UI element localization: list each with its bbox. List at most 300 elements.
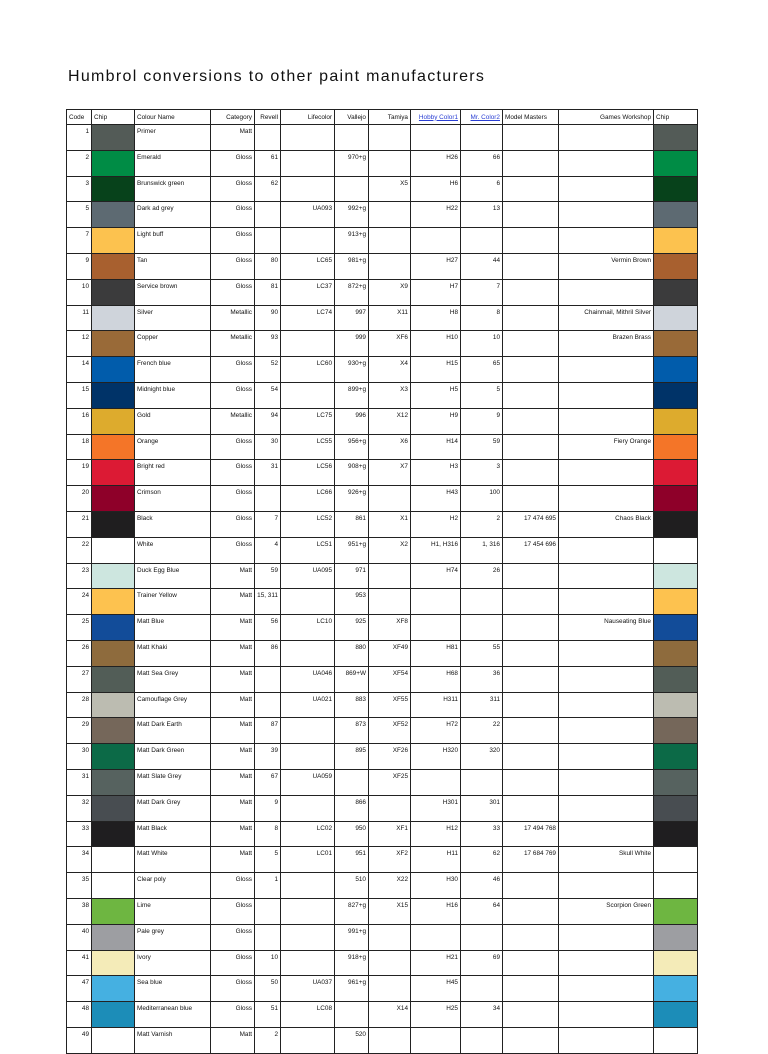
cell-mr-color: 311 xyxy=(461,692,503,718)
cell-games-workshop: Fiery Orange xyxy=(559,434,654,460)
cell-revell xyxy=(255,666,281,692)
cell-vallejo: 925 xyxy=(335,615,369,641)
cell-mr-color xyxy=(461,615,503,641)
color-chip xyxy=(92,847,135,873)
cell-model-masters xyxy=(503,563,559,589)
cell-vallejo: 951 xyxy=(335,847,369,873)
table-row xyxy=(67,202,698,228)
cell-colour-name: Ivory xyxy=(135,950,211,976)
color-chip-right xyxy=(654,176,698,202)
cell-mr-color: 13 xyxy=(461,202,503,228)
cell-code: 5 xyxy=(67,202,92,228)
cell-games-workshop: Brazen Brass xyxy=(559,331,654,357)
cell-model-masters: 17 454 696 xyxy=(503,537,559,563)
cell-revell: 2 xyxy=(255,1027,281,1053)
cell-lifecolor: LC02 xyxy=(281,821,335,847)
color-chip xyxy=(92,434,135,460)
cell-vallejo: 872+g xyxy=(335,279,369,305)
color-chip-right xyxy=(654,898,698,924)
cell-code: 30 xyxy=(67,744,92,770)
cell-games-workshop xyxy=(559,176,654,202)
cell-colour-name: Duck Egg Blue xyxy=(135,563,211,589)
cell-mr-color: 69 xyxy=(461,950,503,976)
color-chip xyxy=(92,279,135,305)
cell-mr-color: 66 xyxy=(461,150,503,176)
cell-revell xyxy=(255,692,281,718)
cell-model-masters xyxy=(503,1027,559,1053)
table-row xyxy=(67,460,698,486)
cell-code: 26 xyxy=(67,640,92,666)
cell-model-masters xyxy=(503,408,559,434)
cell-vallejo: 880 xyxy=(335,640,369,666)
cell-vallejo: 997 xyxy=(335,305,369,331)
cell-hobby-color xyxy=(411,769,461,795)
cell-revell: 15, 311 xyxy=(255,589,281,615)
cell-lifecolor: UA059 xyxy=(281,769,335,795)
table-row xyxy=(67,589,698,615)
cell-lifecolor: UA037 xyxy=(281,976,335,1002)
cell-colour-name: Service brown xyxy=(135,279,211,305)
cell-model-masters xyxy=(503,228,559,254)
cell-code: 40 xyxy=(67,924,92,950)
cell-category: Matt xyxy=(211,1027,255,1053)
cell-revell: 50 xyxy=(255,976,281,1002)
cell-code: 12 xyxy=(67,331,92,357)
mr-color-link[interactable]: Mr. Color2 xyxy=(470,113,500,121)
cell-tamiya: X1 xyxy=(369,511,411,537)
table-row xyxy=(67,898,698,924)
color-chip xyxy=(92,615,135,641)
color-chip xyxy=(92,511,135,537)
cell-tamiya: X11 xyxy=(369,305,411,331)
cell-hobby-color: H68 xyxy=(411,666,461,692)
cell-vallejo: 999 xyxy=(335,331,369,357)
color-chip xyxy=(92,357,135,383)
cell-category: Gloss xyxy=(211,382,255,408)
cell-tamiya xyxy=(369,228,411,254)
cell-code: 10 xyxy=(67,279,92,305)
cell-tamiya: X4 xyxy=(369,357,411,383)
cell-category: Matt xyxy=(211,666,255,692)
cell-code: 18 xyxy=(67,434,92,460)
color-chip-right xyxy=(654,950,698,976)
cell-lifecolor xyxy=(281,640,335,666)
cell-revell: 86 xyxy=(255,640,281,666)
cell-model-masters xyxy=(503,976,559,1002)
cell-model-masters xyxy=(503,357,559,383)
cell-colour-name: French blue xyxy=(135,357,211,383)
color-chip-right xyxy=(654,795,698,821)
color-chip xyxy=(92,795,135,821)
cell-mr-color: 3 xyxy=(461,460,503,486)
cell-code: 7 xyxy=(67,228,92,254)
cell-code: 14 xyxy=(67,357,92,383)
cell-model-masters xyxy=(503,950,559,976)
cell-mr-color: 5 xyxy=(461,382,503,408)
cell-revell xyxy=(255,924,281,950)
cell-games-workshop xyxy=(559,460,654,486)
cell-games-workshop xyxy=(559,666,654,692)
cell-colour-name: Brunswick green xyxy=(135,176,211,202)
cell-hobby-color xyxy=(411,589,461,615)
cell-code: 41 xyxy=(67,950,92,976)
cell-hobby-color: H27 xyxy=(411,253,461,279)
color-chip-right xyxy=(654,924,698,950)
cell-vallejo: 950 xyxy=(335,821,369,847)
cell-tamiya xyxy=(369,1027,411,1053)
cell-games-workshop: Chaos Black xyxy=(559,511,654,537)
cell-category: Matt xyxy=(211,692,255,718)
cell-code: 3 xyxy=(67,176,92,202)
table-row xyxy=(67,382,698,408)
cell-tamiya: X9 xyxy=(369,279,411,305)
cell-lifecolor: LC08 xyxy=(281,1002,335,1028)
color-chip-right xyxy=(654,228,698,254)
cell-tamiya: XF25 xyxy=(369,769,411,795)
cell-colour-name: Sea blue xyxy=(135,976,211,1002)
cell-colour-name: Light buff xyxy=(135,228,211,254)
table-row xyxy=(67,434,698,460)
cell-code: 49 xyxy=(67,1027,92,1053)
cell-hobby-color: H14 xyxy=(411,434,461,460)
color-chip-right xyxy=(654,408,698,434)
table-row xyxy=(67,408,698,434)
cell-category: Gloss xyxy=(211,537,255,563)
cell-colour-name: Gold xyxy=(135,408,211,434)
cell-tamiya xyxy=(369,253,411,279)
cell-colour-name: Matt Khaki xyxy=(135,640,211,666)
cell-model-masters xyxy=(503,640,559,666)
cell-model-masters xyxy=(503,589,559,615)
cell-hobby-color: H26 xyxy=(411,150,461,176)
cell-tamiya: XF26 xyxy=(369,744,411,770)
color-chip-right xyxy=(654,640,698,666)
cell-mr-color xyxy=(461,769,503,795)
cell-code: 33 xyxy=(67,821,92,847)
cell-category: Gloss xyxy=(211,253,255,279)
cell-revell: 1 xyxy=(255,873,281,899)
color-chip xyxy=(92,537,135,563)
cell-model-masters xyxy=(503,176,559,202)
header-revell: Revell xyxy=(255,110,281,125)
cell-code: 35 xyxy=(67,873,92,899)
cell-model-masters xyxy=(503,744,559,770)
conversion-table xyxy=(66,109,698,1054)
hobby-color-link[interactable]: Hobby Color1 xyxy=(418,113,458,121)
cell-code: 28 xyxy=(67,692,92,718)
header-colour-name: Colour Name xyxy=(135,110,211,125)
color-chip xyxy=(92,125,135,151)
cell-games-workshop xyxy=(559,769,654,795)
cell-tamiya xyxy=(369,125,411,151)
cell-hobby-color: H9 xyxy=(411,408,461,434)
color-chip xyxy=(92,228,135,254)
color-chip xyxy=(92,382,135,408)
cell-mr-color xyxy=(461,589,503,615)
table-row xyxy=(67,615,698,641)
color-chip-right xyxy=(654,692,698,718)
color-chip-right xyxy=(654,821,698,847)
cell-lifecolor: LC37 xyxy=(281,279,335,305)
color-chip-right xyxy=(654,486,698,512)
cell-model-masters xyxy=(503,305,559,331)
cell-lifecolor: UA021 xyxy=(281,692,335,718)
cell-vallejo: 953 xyxy=(335,589,369,615)
cell-colour-name: Matt Sea Grey xyxy=(135,666,211,692)
cell-revell: 51 xyxy=(255,1002,281,1028)
color-chip xyxy=(92,744,135,770)
table-row xyxy=(67,176,698,202)
header-row xyxy=(67,110,698,125)
page-title: Humbrol conversions to other paint manufacturers xyxy=(68,68,486,85)
color-chip xyxy=(92,305,135,331)
cell-code: 20 xyxy=(67,486,92,512)
cell-hobby-color: H81 xyxy=(411,640,461,666)
cell-mr-color: 1, 316 xyxy=(461,537,503,563)
cell-code: 1 xyxy=(67,125,92,151)
cell-colour-name: Pale grey xyxy=(135,924,211,950)
cell-colour-name: Dark ad grey xyxy=(135,202,211,228)
cell-revell: 8 xyxy=(255,821,281,847)
cell-colour-name: Bright red xyxy=(135,460,211,486)
cell-category: Gloss xyxy=(211,511,255,537)
cell-revell: 93 xyxy=(255,331,281,357)
cell-colour-name: Orange xyxy=(135,434,211,460)
cell-tamiya: XF8 xyxy=(369,615,411,641)
color-chip xyxy=(92,640,135,666)
color-chip-right xyxy=(654,357,698,383)
cell-games-workshop xyxy=(559,795,654,821)
color-chip-right xyxy=(654,873,698,899)
cell-hobby-color: H21 xyxy=(411,950,461,976)
cell-category: Gloss xyxy=(211,279,255,305)
cell-colour-name: White xyxy=(135,537,211,563)
cell-revell xyxy=(255,486,281,512)
cell-games-workshop xyxy=(559,382,654,408)
color-chip-right xyxy=(654,202,698,228)
cell-colour-name: Matt Varnish xyxy=(135,1027,211,1053)
cell-model-masters xyxy=(503,873,559,899)
cell-tamiya: X14 xyxy=(369,1002,411,1028)
cell-games-workshop: Skull White xyxy=(559,847,654,873)
cell-model-masters xyxy=(503,769,559,795)
color-chip xyxy=(92,150,135,176)
cell-hobby-color: H8 xyxy=(411,305,461,331)
cell-model-masters xyxy=(503,279,559,305)
cell-revell: 94 xyxy=(255,408,281,434)
table-row xyxy=(67,150,698,176)
cell-colour-name: Lime xyxy=(135,898,211,924)
cell-code: 25 xyxy=(67,615,92,641)
cell-colour-name: Camouflage Grey xyxy=(135,692,211,718)
cell-games-workshop xyxy=(559,589,654,615)
cell-mr-color: 9 xyxy=(461,408,503,434)
cell-mr-color: 10 xyxy=(461,331,503,357)
cell-model-masters xyxy=(503,125,559,151)
header-model-masters: Model Masters xyxy=(503,110,559,125)
cell-vallejo: 883 xyxy=(335,692,369,718)
table-row xyxy=(67,821,698,847)
color-chip-right xyxy=(654,976,698,1002)
cell-model-masters xyxy=(503,434,559,460)
cell-code: 29 xyxy=(67,718,92,744)
color-chip-right xyxy=(654,511,698,537)
color-chip xyxy=(92,976,135,1002)
cell-code: 22 xyxy=(67,537,92,563)
cell-mr-color: 55 xyxy=(461,640,503,666)
cell-hobby-color: H6 xyxy=(411,176,461,202)
color-chip xyxy=(92,253,135,279)
cell-code: 47 xyxy=(67,976,92,1002)
cell-code: 15 xyxy=(67,382,92,408)
cell-mr-color: 26 xyxy=(461,563,503,589)
cell-mr-color: 2 xyxy=(461,511,503,537)
cell-lifecolor: LC10 xyxy=(281,615,335,641)
cell-hobby-color: H74 xyxy=(411,563,461,589)
color-chip-right xyxy=(654,615,698,641)
table-row xyxy=(67,950,698,976)
cell-lifecolor: LC75 xyxy=(281,408,335,434)
cell-games-workshop xyxy=(559,924,654,950)
cell-revell: 5 xyxy=(255,847,281,873)
table-row xyxy=(67,692,698,718)
cell-hobby-color xyxy=(411,125,461,151)
cell-model-masters xyxy=(503,898,559,924)
cell-lifecolor: LC66 xyxy=(281,486,335,512)
cell-lifecolor: UA046 xyxy=(281,666,335,692)
cell-revell: 31 xyxy=(255,460,281,486)
cell-tamiya: X3 xyxy=(369,382,411,408)
table-row xyxy=(67,305,698,331)
color-chip xyxy=(92,692,135,718)
cell-hobby-color xyxy=(411,615,461,641)
cell-games-workshop xyxy=(559,744,654,770)
cell-tamiya xyxy=(369,950,411,976)
cell-code: 19 xyxy=(67,460,92,486)
cell-games-workshop: Nauseating Blue xyxy=(559,615,654,641)
color-chip xyxy=(92,331,135,357)
cell-games-workshop xyxy=(559,563,654,589)
cell-hobby-color: H5 xyxy=(411,382,461,408)
cell-vallejo: 951+g xyxy=(335,537,369,563)
cell-revell: 39 xyxy=(255,744,281,770)
color-chip-right xyxy=(654,382,698,408)
cell-colour-name: Trainer Yellow xyxy=(135,589,211,615)
color-chip xyxy=(92,821,135,847)
cell-tamiya: X7 xyxy=(369,460,411,486)
cell-model-masters xyxy=(503,460,559,486)
color-chip xyxy=(92,718,135,744)
cell-mr-color: 34 xyxy=(461,1002,503,1028)
cell-vallejo: 930+g xyxy=(335,357,369,383)
table-row xyxy=(67,563,698,589)
cell-model-masters xyxy=(503,718,559,744)
cell-lifecolor xyxy=(281,795,335,821)
cell-category: Gloss xyxy=(211,1002,255,1028)
cell-revell: 81 xyxy=(255,279,281,305)
header-vallejo: Vallejo xyxy=(335,110,369,125)
cell-games-workshop xyxy=(559,873,654,899)
cell-tamiya: XF2 xyxy=(369,847,411,873)
color-chip-right xyxy=(654,460,698,486)
cell-colour-name: Crimson xyxy=(135,486,211,512)
cell-mr-color: 8 xyxy=(461,305,503,331)
cell-hobby-color: H16 xyxy=(411,898,461,924)
header-category: Category xyxy=(211,110,255,125)
cell-vallejo: 992+g xyxy=(335,202,369,228)
cell-vallejo xyxy=(335,125,369,151)
cell-code: 48 xyxy=(67,1002,92,1028)
cell-tamiya xyxy=(369,150,411,176)
cell-lifecolor xyxy=(281,125,335,151)
cell-tamiya: X6 xyxy=(369,434,411,460)
cell-lifecolor xyxy=(281,150,335,176)
cell-mr-color: 65 xyxy=(461,357,503,383)
cell-colour-name: Tan xyxy=(135,253,211,279)
cell-lifecolor: LC51 xyxy=(281,537,335,563)
cell-vallejo xyxy=(335,769,369,795)
cell-games-workshop: Vermin Brown xyxy=(559,253,654,279)
cell-tamiya xyxy=(369,486,411,512)
cell-category: Metallic xyxy=(211,305,255,331)
color-chip xyxy=(92,563,135,589)
table-row xyxy=(67,537,698,563)
cell-revell: 80 xyxy=(255,253,281,279)
cell-category: Matt xyxy=(211,125,255,151)
cell-hobby-color: H12 xyxy=(411,821,461,847)
cell-revell xyxy=(255,202,281,228)
cell-mr-color: 62 xyxy=(461,847,503,873)
cell-mr-color xyxy=(461,1027,503,1053)
color-chip-right xyxy=(654,125,698,151)
cell-category: Matt xyxy=(211,847,255,873)
cell-vallejo xyxy=(335,176,369,202)
cell-tamiya: XF49 xyxy=(369,640,411,666)
cell-code: 32 xyxy=(67,795,92,821)
table-row xyxy=(67,331,698,357)
color-chip-right xyxy=(654,537,698,563)
cell-model-masters xyxy=(503,615,559,641)
header-chip: Chip xyxy=(92,110,135,125)
cell-mr-color: 320 xyxy=(461,744,503,770)
cell-model-masters xyxy=(503,795,559,821)
cell-games-workshop xyxy=(559,640,654,666)
color-chip-right xyxy=(654,331,698,357)
cell-games-workshop xyxy=(559,279,654,305)
cell-colour-name: Midnight blue xyxy=(135,382,211,408)
cell-code: 38 xyxy=(67,898,92,924)
cell-mr-color xyxy=(461,924,503,950)
cell-revell: 90 xyxy=(255,305,281,331)
cell-hobby-color: H311 xyxy=(411,692,461,718)
cell-lifecolor xyxy=(281,924,335,950)
cell-hobby-color: H301 xyxy=(411,795,461,821)
table-row xyxy=(67,769,698,795)
cell-code: 31 xyxy=(67,769,92,795)
color-chip-right xyxy=(654,744,698,770)
cell-revell xyxy=(255,125,281,151)
cell-model-masters xyxy=(503,253,559,279)
cell-hobby-color: H7 xyxy=(411,279,461,305)
cell-vallejo: 827+g xyxy=(335,898,369,924)
cell-category: Metallic xyxy=(211,331,255,357)
cell-category: Gloss xyxy=(211,950,255,976)
cell-colour-name: Matt Dark Green xyxy=(135,744,211,770)
cell-games-workshop xyxy=(559,228,654,254)
cell-lifecolor: UA093 xyxy=(281,202,335,228)
cell-tamiya: XF52 xyxy=(369,718,411,744)
cell-model-masters xyxy=(503,692,559,718)
